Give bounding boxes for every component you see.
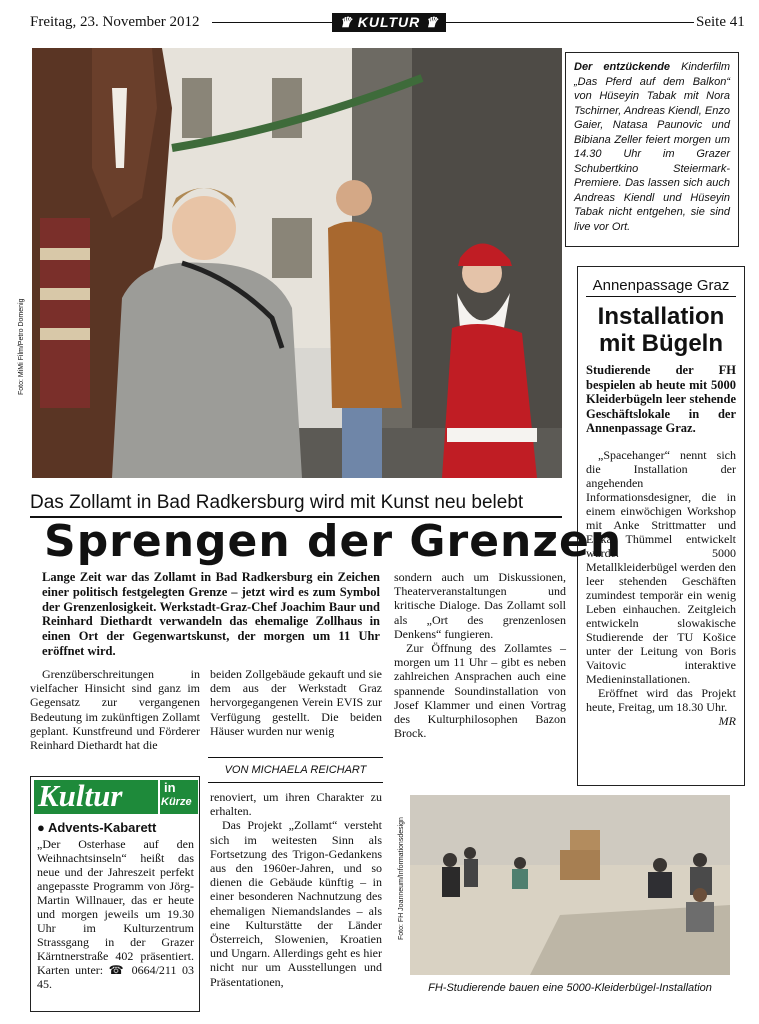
sidebar-kicker: Annenpassage Graz [586,277,736,297]
kurz-item-text: „Der Osterhase auf den Weihnachtsinseln“ heißt das neue und der Jahreszeit perfekt angepasste Programm von Jörg-Martin Willnauer, das er heute und morgen jeweils um 19.30 Uhr im Kulturzentrum Strassgang in der Grazer Kärntnerstraße 402 präsentiert. Karten unter: ☎ 0664/211 03 45. [37,837,194,991]
header-rule-left [212,22,332,23]
installation-photo [410,795,730,975]
byline-rule [208,757,383,758]
photo-credit: Foto: MiMi Film/Petro Domenig [18,298,25,395]
sidebar-body [586,447,736,728]
header-rule-right [446,22,694,23]
kultur-in-kuerze-logo [34,780,196,814]
issue-date: Freitag, 23. November 2012 [30,14,200,30]
article-kicker: Das Zollamt in Bad Radkersburg wird mit Kunst neu belebt [30,492,562,518]
article-paragraph: beiden Zollgebäude gekauft und sie dem aus der Werkstadt Graz hervorgegangenen Verein EVIS zur Verfügung gestellt. Die beiden Häuser wurden nur wenig [210,667,382,738]
sidebar-title: Installation mit Bügeln [597,303,725,357]
page-number: Seite 41 [696,14,745,30]
logo-kurze: Kürze [161,796,192,808]
sidebar-paragraph: „Spacehanger“ nennt sich die Installation der angehenden Informationsdesigner, die in einem einwöchigen Workshop mit Anke Strittmatter und Erika Thümmel entwickelt wurde. 5000 Metallkleiderbügel werden den leer stehenden Geschäften zumindest temporär ein wenig Leben einhauchen. Zeitgleich entwickeln slowakische Studierende der TU Košice unter der Leitung von Boris Vaitovic interaktive Medieninstallationen. [586,447,736,686]
byline-rule [208,782,383,783]
article-column-3 [394,570,566,740]
article-title: Sprengen der Grenzen [44,516,623,567]
sidebar-lead: Studierende der FH bespielen ab heute mit 5000 Kleiderbügeln leer stehende Geschäftslokale in der Annenpassage Graz. [586,363,736,435]
article-paragraph: Das Projekt „Zollamt“ versteht sich im weitesten Sinn als Fortsetzung des Trigon-Gedankens aus den 1960er-Jahren, und so dienen die Gebäude künftig – in einer besonderen Nachnutzung des ehemaligen Niemandslandes – als eine Kulturstätte der Länder Österreich, Slowenien, Kroatien und Ungarn. Allerdings geht es hier nicht nur um Ausstellungen und Präsentationen, [210,818,382,989]
caption-lead-in: Der entzückende [574,61,671,73]
main-photo [32,48,562,478]
photo2-credit: Foto: FH Joanneum/Informationsdesign [398,817,405,940]
photo2-caption: FH-Studierende bauen eine 5000-Kleiderbügel-Installation [428,982,712,994]
article-paragraph: renoviert, um ihren Charakter zu erhalten. [210,790,382,819]
article-paragraph: sondern auch um Diskussionen, Theaterveranstaltungen und kritische Dialoge. Das Zollamt soll als „Ort des grenzenlosen Denkens“ fungieren. [394,570,566,641]
kurz-item-title: ● Advents-Kabarett [37,820,157,835]
kultur-in-kuerze-box [30,776,200,1012]
article-paragraph: Grenzüberschreitungen in vielfacher Hinsicht sind ganz im Gegensatz zur vergangenen Bedeutung im zukünftigen Zollamt geplant. Kunstfreund und Förderer Reinhard Diethardt hat die [30,667,200,753]
caption-text: Kinderfilm „Das Pferd auf dem Balkon“ von Hüseyin Tabak mit Nora Tschirner, Andreas Kiendl, Enzo Gaier, Natasa Paunovic und Bibiana Zeller feiert morgen um 14.30 Uhr im Grazer Schubertkino Steiermark-Premiere. Das lassen sich auch Andreas Kiendl und Hüseyin Tabak nicht entgehen, sie sind live vor Ort. [574,61,730,233]
article-paragraph: Zur Öffnung des Zollamtes – morgen um 11 Uhr – gibt es neben zahlreichen Ansprachen auch eine spannende Soundinstallation von Josef Klammer und einen Vortrag des Kulturphilosophen Bazon Brock. [394,641,566,741]
sidebar-signature: MR [718,713,736,728]
article-column-2-continued [210,790,382,989]
article-column-2 [210,667,382,738]
article-lead: Lange Zeit war das Zollamt in Bad Radkersburg ein Zeichen einer politisch festgelegten Grenze – jetzt wird es zum Symbol der Grenzenlosigkeit. Werkstadt-Graz-Chef Joachim Baur und Reinhard Diethardt verwandeln das ehemalige Zollhaus in einen Ort der Gegenwartskunst, der morgen um 11 Uhr eröffnet wird. [42,570,380,658]
section-label: ♛ KULTUR ♛ [332,13,446,32]
logo-in: in [164,780,176,795]
logo-word: Kultur [38,778,123,813]
sidebar-paragraph: Eröffnet wird das Projekt heute, Freitag, um 18.30 Uhr. MR [586,685,736,728]
film-caption-box [565,52,739,247]
article-column-1 [30,667,200,752]
byline: VON MICHAELA REICHART [224,764,367,776]
